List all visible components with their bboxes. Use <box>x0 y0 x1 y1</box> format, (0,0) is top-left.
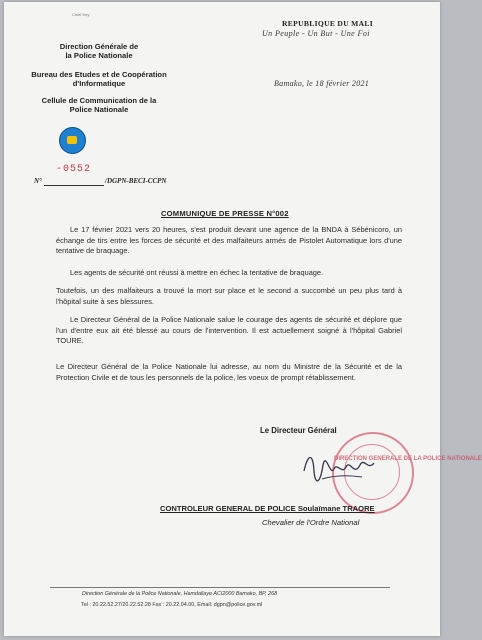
national-motto: Un Peuple - Un But - Une Foi <box>262 29 370 38</box>
org-direction-generale <box>24 42 174 60</box>
org-cellule <box>24 96 174 114</box>
signatory-title: Le Directeur Général <box>260 426 337 435</box>
handwritten-signature-icon <box>300 447 380 492</box>
paragraph-3: Toutefois, un des malfaiteurs a trouvé la mort sur place et le second a succombé un peu plus tard à l'hôpital suite à ses blessures. <box>56 286 402 306</box>
footer-divider <box>50 587 390 588</box>
org-line-6: Police Nationale <box>69 105 129 114</box>
footer-contact: Tel : 20.22.52.27/20.22.52.28 Fax : 20.22.04.00, Email: dgpn@police.gov.ml <box>81 602 263 608</box>
org-line-4: d'Informatique <box>72 79 126 88</box>
police-logo-icon <box>59 127 86 154</box>
press-release-title: COMMUNIQUE DE PRESSE N°002 <box>161 209 289 218</box>
org-bureau <box>24 70 174 88</box>
header-small-label: Chief Key <box>72 12 90 17</box>
org-line-1: Direction Générale de <box>59 42 139 51</box>
footer-address: Direction Générale de la Police Nationale, Hamdallaye ACI2000 Bamako, BP, 268 <box>82 591 278 597</box>
document-page <box>4 2 482 636</box>
signatory-distinction: Chevalier de l'Ordre National <box>262 518 360 527</box>
seal-text: DIRECTION GENERALE DE LA POLICE NATIONALE <box>334 456 482 462</box>
paragraph-2: Les agents de sécurité ont réussi à mettre en échec la tentative de braquage. <box>70 268 324 277</box>
org-line-5: Cellule de Communication de la <box>41 96 157 105</box>
org-line-3: Bureau des Etudes et de Coopération <box>31 70 167 79</box>
reference-code: /DGPN-BECI-CCPN <box>105 177 167 185</box>
reference-number-stamp: -0552 <box>56 164 92 175</box>
republic-title: REPUBLIQUE DU MALI <box>282 19 374 28</box>
reference-underline <box>44 185 104 186</box>
org-line-2: la Police Nationale <box>65 51 133 60</box>
paragraph-1: Le 17 février 2021 vers 20 heures, s'est produit devant une agence de la BNDA à Sébénicoro, un échange de tirs entre les forces de sécurité et des malfaiteurs armés de Pistolet Automatique lors d'une tentative de braquage. <box>56 225 402 256</box>
paragraph-5: Le Directeur Général de la Police Nationale lui adresse, au nom du Ministre de la Sécurité et de la Protection Civile et de tous les personnels de la police, les voeux de prompt rétablissement. <box>56 362 402 382</box>
document-date: Bamako, le 18 février 2021 <box>274 79 370 88</box>
paragraph-4: Le Directeur Général de la Police Nationale salue le courage des agents de sécurité et déplore que l'un d'entre eux ait été blessé au cours de l'intervention. Il est actuellement soigné à l'hôpital Gabriel TOURE. <box>56 315 402 346</box>
reference-prefix: N° <box>34 177 42 185</box>
signatory-name: CONTROLEUR GENERAL DE POLICE Soulaïmane TRAORE <box>160 504 375 513</box>
